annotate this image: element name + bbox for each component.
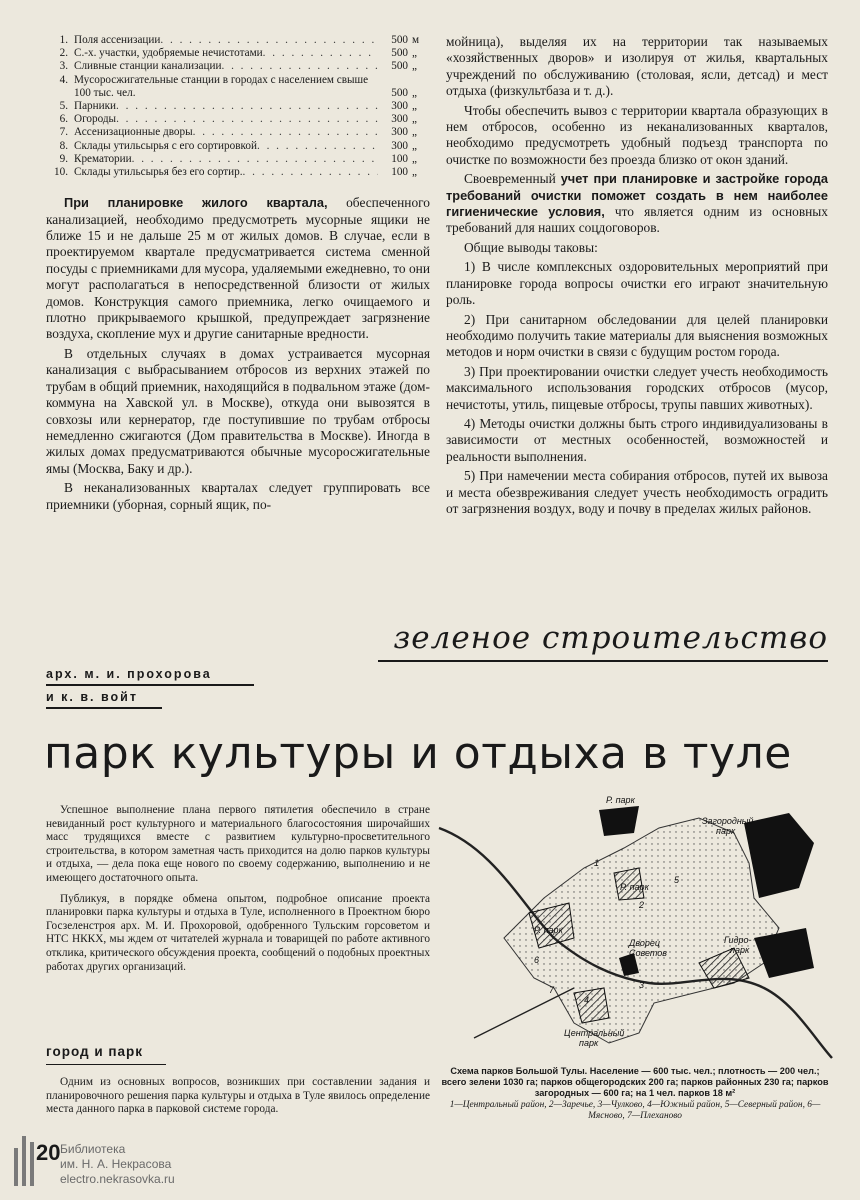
paragraph: Общие выводы таковы: [464,239,598,255]
map-label: Загородный [702,816,754,826]
conclusion-item: 1) В числе комплексных оздоровительных мероприятий при планировке города вопросы очистки его играют значительную роль. [446,259,828,308]
paragraph: При планировке жилого квартала, обеспеченного канализацией, необходимо предусмотреть мусорные ящики не ближе 15 и не дальше 25 м от жилых домов. В случае, если в проектируемом квартале предусматривается система сменной посуды с приемниками для мусора, удаляемыми ежедневно, то они могут располагаться в непосредственной близости от жилых домов. Конструкция самого приемника, легко очищаемого и плотно прикрываемого крышкой, предупреждает загрязнение воздуха, скопление мух и другие санитарные вредности. [46,195,430,342]
paragraph: Своевременный учет при планировке и застройке города требований очистки поможет создать в нем наиболее гигиенические условия, что является одним из основных требований для наших соцдоговоров. [446,171,829,236]
right-column [446,34,828,517]
map-label: 2 [639,900,645,910]
map-label: 4 [584,995,590,1005]
map-caption [440,1066,830,1122]
list-item: 6. Огороды . . . 300 „ [46,113,430,126]
map-label: парк [730,945,750,955]
map-label: Гидро- [724,935,752,945]
watermark-line: им. Н. А. Некрасова [60,1157,172,1171]
list-item: 7. Ассенизационные дворы . . . 300 „ [46,126,430,139]
library-watermark [60,1142,175,1187]
map-label: 5 [674,875,680,885]
conclusion-item: 2) При санитарном обследовании для целей планировки необходимо получить такие материалы для выяснения возможных методов и норм очистки в связи с будущим ростом города. [446,311,828,360]
list-item: 10. Склады утильсырья без его сортир. . . . 100 „ [46,166,430,179]
article-intro [46,804,430,974]
list-item: 3. Сливные станции канализации . . . 500 „ [46,60,430,73]
list-item: 2. С.-х. участки, удобряемые нечистотами . . . 500 „ [46,47,430,60]
list-item: 8. Склады утильсырья с его сортировкой . . . 300 „ [46,140,430,153]
map-label: 6 [534,955,540,965]
conclusion-item: 4) Методы очистки должны быть строго индивидуализованы в зависимости от местных особенностей, возможностей и реальности выполнения. [446,415,828,464]
park-area [599,806,639,836]
author-rule [46,684,254,686]
park-area [744,813,814,898]
map-label: Советов [629,948,668,958]
caption-legend: 1—Центральный район, 2—Заречье, 3—Чулково, 4—Южный район, 5—Северный район, 6—Мясново, 7—Плеханово [449,1099,821,1121]
list-item: 4. Мусоросжигательные станции в городах с населением свыше 100 тыс. чел. 500 „ [59,73,417,99]
map-label: Дворец [629,938,660,948]
page-number: 20 [36,1140,61,1165]
map-label: Р. парк [606,795,635,805]
right-body-text [446,34,828,517]
map-label: парк [716,826,736,836]
watermark-line: electro.nekrasovka.ru [60,1172,175,1186]
left-column [46,34,430,513]
conclusion-item: 3) При проектировании очистки следует учесть необходимость максимального использования городских отбросов (мусор, нечистоты, утиль, пищевые отбросы, трупы павших животных). [446,363,828,412]
map-label: Р. парк [534,925,563,935]
author-line-1: арх. м. и. прохорова [46,667,212,681]
author-rule [46,707,162,709]
section-title: зеленое строительство [393,620,828,656]
map-label: Р. парк [620,882,649,892]
paragraph: Публикуя, в порядке обмена опытом, подробное описание проекта планировки парка культуры и отдыха в Туле, исполненного в Проектном бюро Госзеленстроя арх. М. И. Прохоровой, одобренного Тульским горсоветом и НТС НККХ, мы ждем от читателей журнала и товарищей по работе активного отклика, критического обсуждения проекта, сообщений о подобных проектных работах других организаций. [46,892,430,973]
conclusion-item: 5) При намечении места собирания отбросов, путей их вывоза и места обезвреживания следует учесть необходимость оградить от загрязнения воздух, воду и почву в пределах жилых районов. [446,468,828,516]
library-logo [14,1136,38,1186]
paragraph: Одним из основных вопросов, возникших при составлении задания и планировочного решения парка культуры и отдыха в Туле явилось определение места данного парка в парковой системе города. [46,1076,430,1116]
article-body [46,1076,430,1117]
map-label: 3 [639,980,645,990]
section-rule [378,660,828,662]
paragraph: Чтобы обеспечить вывоз с территории квартала образующих в нем отбросов, особенно из неканализованных кварталов, необходимо предусмотреть удобный подъезд транспорта по очистке по возможности без проезда близко от окон зданий. [446,102,828,167]
paragraph: В неканализованных кварталах следует группировать все приемники (уборная, сорный ящик, по- [46,480,430,512]
watermark-line: Библиотека [60,1142,126,1156]
paragraph: В отдельных случаях в домах устраивается мусорная канализация с выбрасыванием отбросов из верхних этажей по трубам в общий приемник, находящийся в подвальном этаже (дом-коммуна на Хавской ул. в Москве), откуда они вывозятся в совхозы или кернератор, где поступившие по трубам отбросы немедленно сжигаются (Дом правительства в Москве). Иногда в жилых домах предусматриваются обычные мусоросжигательные ямы (Москва, Баку и др.). [46,345,430,476]
left-body-text [46,195,430,513]
article-headline: парк культуры и отдыха в туле [44,728,792,779]
map-label: парк [579,1038,599,1048]
list-item: 1. Поля ассенизации . . . 500 м [46,34,430,47]
map-label: 7 [549,985,555,995]
parks-map [434,788,834,1068]
paragraph: мойница), выделяя их на территории так называемых «хозяйственных дворов» и изолируя от жилья, квартальных учреждений по обслуживанию (столовая, ясли, детсад) и мест отдыха (физкультбаза и т. д.). [446,34,828,99]
river [474,988,574,1038]
subheading: город и парк [46,1044,144,1059]
list-item: 9. Крематории . . . 100 „ [46,153,430,166]
subheading-rule [46,1064,166,1065]
distance-list [46,34,430,179]
map-label: 1 [594,858,600,868]
map-label: Центральный [564,1028,625,1038]
paragraph: Успешное выполнение плана первого пятилетия обеспечило в стране невиданный рост культурного и материального благосостояния широчайших масс трудящихся вместе с развитием культурно-просветительного строительства, в котором заметная часть приходится на долю парков культуры и отдыха, — дела пока еще нового по своему содержанию, выполнению и не имеющего достаточного опыта. [46,804,430,884]
list-item: 5. Парники . . . 300 „ [46,100,430,113]
author-line-2: и к. в. войт [46,690,138,704]
caption-text: Схема парков Большой Тулы. Население — 600 тыс. чел.; плотность — 200 чел.; всего зелени 1030 га; парков общегородских 200 га; парков районных 230 га; парков загородных — 600 га; на 1 чел. парков 18 м² [441,1066,829,1099]
